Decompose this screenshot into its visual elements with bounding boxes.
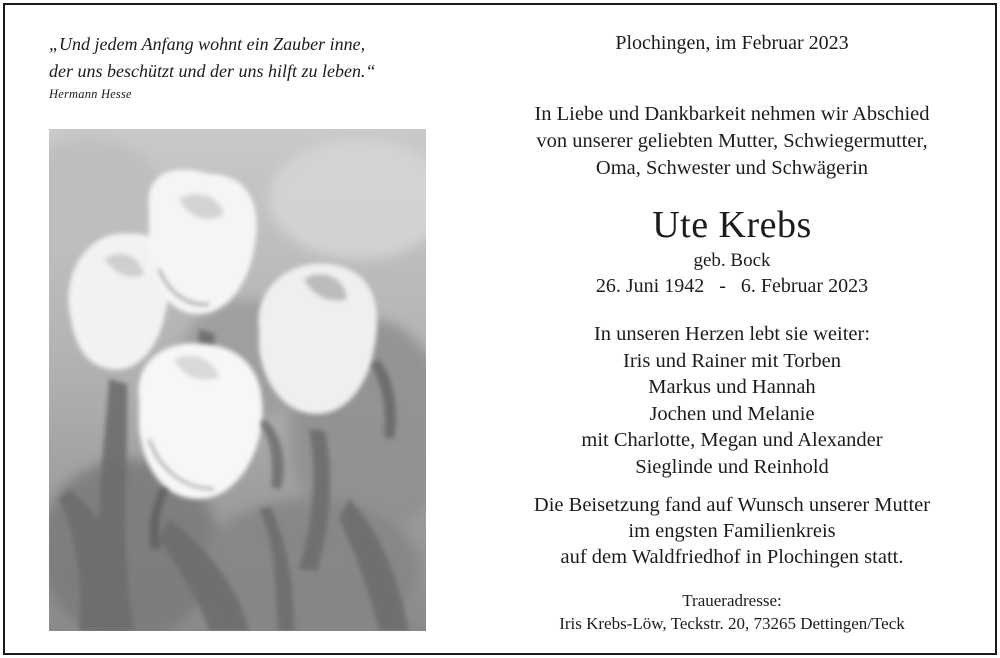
family-line: Sieglinde und Reinhold — [635, 455, 829, 478]
family-line: Jochen und Melanie — [649, 402, 815, 425]
burial-line: Die Beisetzung fand auf Wunsch unserer Mutter — [533, 494, 931, 516]
family-line: In unseren Herzen lebt sie weiter: — [593, 323, 871, 345]
burial-line: auf dem Waldfriedhof in Plochingen statt. — [560, 546, 904, 568]
quote-block — [49, 31, 449, 103]
quote-line-2: der uns beschützt und der uns hilft zu leben.“ — [49, 61, 376, 81]
family-line: mit Charlotte, Megan und Alexander — [581, 429, 883, 451]
address-label: Traueradresse: — [682, 591, 782, 610]
intro-line: von unserer geliebten Mutter, Schwiegermutter, — [536, 130, 928, 152]
quote-line-1: „Und jedem Anfang wohnt ein Zauber inne, — [49, 34, 366, 54]
life-dates: 26. Juni 1942 - 6. Februar 2023 — [595, 275, 869, 297]
place-and-date: Plochingen, im Februar 2023 — [615, 32, 849, 54]
family-line: Markus und Hannah — [648, 376, 816, 398]
intro-line: In Liebe und Dankbarkeit nehmen wir Abschied — [534, 103, 930, 125]
obituary-card — [3, 3, 997, 655]
birth-name: geb. Bock — [693, 250, 771, 271]
burial-line: im engsten Familienkreis — [628, 520, 836, 542]
family-list — [465, 321, 999, 480]
family-line: Iris und Rainer mit Torben — [623, 349, 841, 372]
mourning-address: Iris Krebs-Löw, Teckstr. 20, 73265 Dettingen/Teck — [559, 614, 905, 633]
deceased-name: Ute Krebs — [652, 204, 812, 246]
burial-notice — [465, 492, 999, 570]
quote-author: Hermann Hesse — [49, 87, 132, 101]
intro-line: Oma, Schwester und Schwägerin — [595, 157, 869, 179]
farewell-intro — [465, 101, 999, 182]
tulip-watercolor-image — [49, 129, 426, 631]
